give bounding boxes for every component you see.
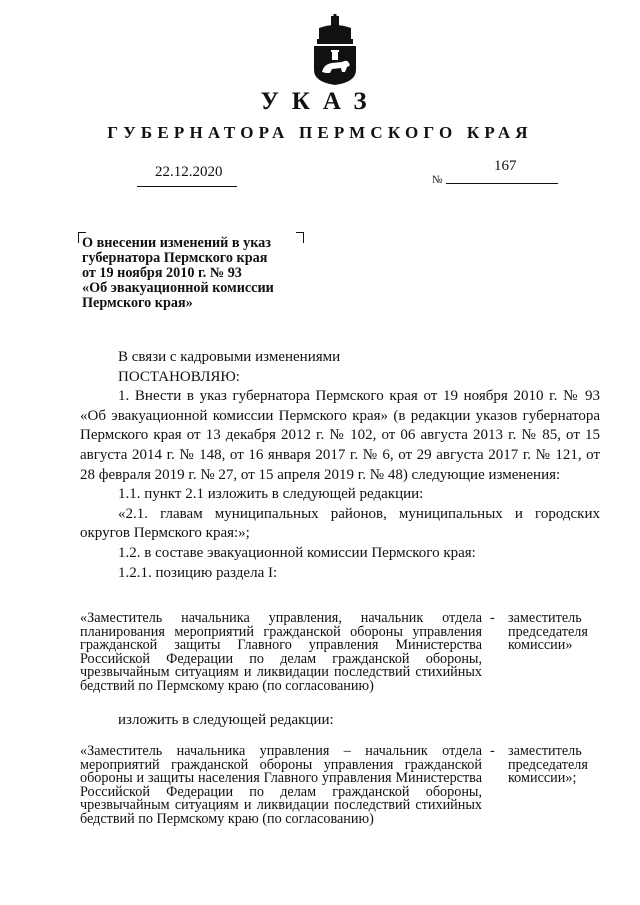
position-dash: -: [490, 743, 495, 759]
position-description: «Заместитель начальника управления, начальник отдела планирования мероприятий гражданской обороны управления гражданской защиты Главного управления Министерства Российской Федерации по делам гражданской обороны, чрезвычайным ситуациям и ликвидации последствий стихийных бедствий по Пермскому краю (по согласованию): [80, 610, 482, 694]
subject-line: Пермского края»: [82, 295, 193, 311]
position-role: заместитель председателя комиссии»: [508, 610, 588, 653]
document-title: УКАЗ: [260, 88, 380, 115]
subject-line: «Об эвакуационной комиссии: [82, 280, 274, 296]
subject-line: от 19 ноября 2010 г. № 93: [82, 265, 242, 281]
document-subject: [82, 236, 312, 311]
paragraph: 1.2. в составе эвакуационной комиссии Пермского края:: [118, 544, 476, 561]
position-description: «Заместитель начальника управления – начальник отдела мероприятий гражданской обороны управления гражданской обороны и защиты населения Главного управления Министерства Российской Федерации по делам гражданской обороны, чрезвычайным ситуациям и ликвидации последствий стихийных бедствий по Пермскому краю (по согласованию): [80, 743, 482, 827]
paragraph: «2.1. главам муниципальных районов, муниципальных и городских округов Пермского края:»;: [80, 505, 600, 542]
paragraph: В связи с кадровыми изменениями: [118, 349, 341, 365]
coat-of-arms-icon: [310, 14, 360, 86]
number-underline: [446, 183, 558, 184]
position-dash: -: [490, 610, 495, 626]
paragraph: 1.1. пункт 2.1 изложить в следующей редакции:: [118, 486, 424, 503]
paragraph: 1. Внести в указ губернатора Пермского края от 19 ноября 2010 г. № 93 «Об эвакуационной комиссии Пермского края» (в редакции указов губернатора Пермского края от 13 декабря 2012 г. № 102, от 06 августа 2013 г. № 85, от 15 августа 2014 г. № 148, от 16 января 2017 г. № 6, от 29 августа 2017 г. № 121, от 28 февраля 2019 г. № 27, от 15 апреля 2019 г. № 48) следующие изменения:: [80, 388, 600, 483]
number-sign: №: [432, 174, 443, 186]
paragraph: ПОСТАНОВЛЯЮ:: [118, 368, 240, 385]
document-subtitle: ГУБЕРНАТОРА ПЕРМСКОГО КРАЯ: [107, 123, 533, 142]
subject-line: О внесении изменений в указ: [82, 235, 271, 251]
subject-line: губернатора Пермского края: [82, 250, 268, 266]
paragraph: 1.2.1. позицию раздела I:: [118, 564, 278, 581]
document-number: 167: [494, 158, 517, 174]
document-body: [80, 348, 600, 583]
change-instruction: изложить в следующей редакции:: [118, 712, 334, 728]
position-role: заместитель председателя комиссии»;: [508, 743, 588, 786]
date-underline: [137, 186, 237, 187]
document-date: 22.12.2020: [155, 164, 223, 180]
